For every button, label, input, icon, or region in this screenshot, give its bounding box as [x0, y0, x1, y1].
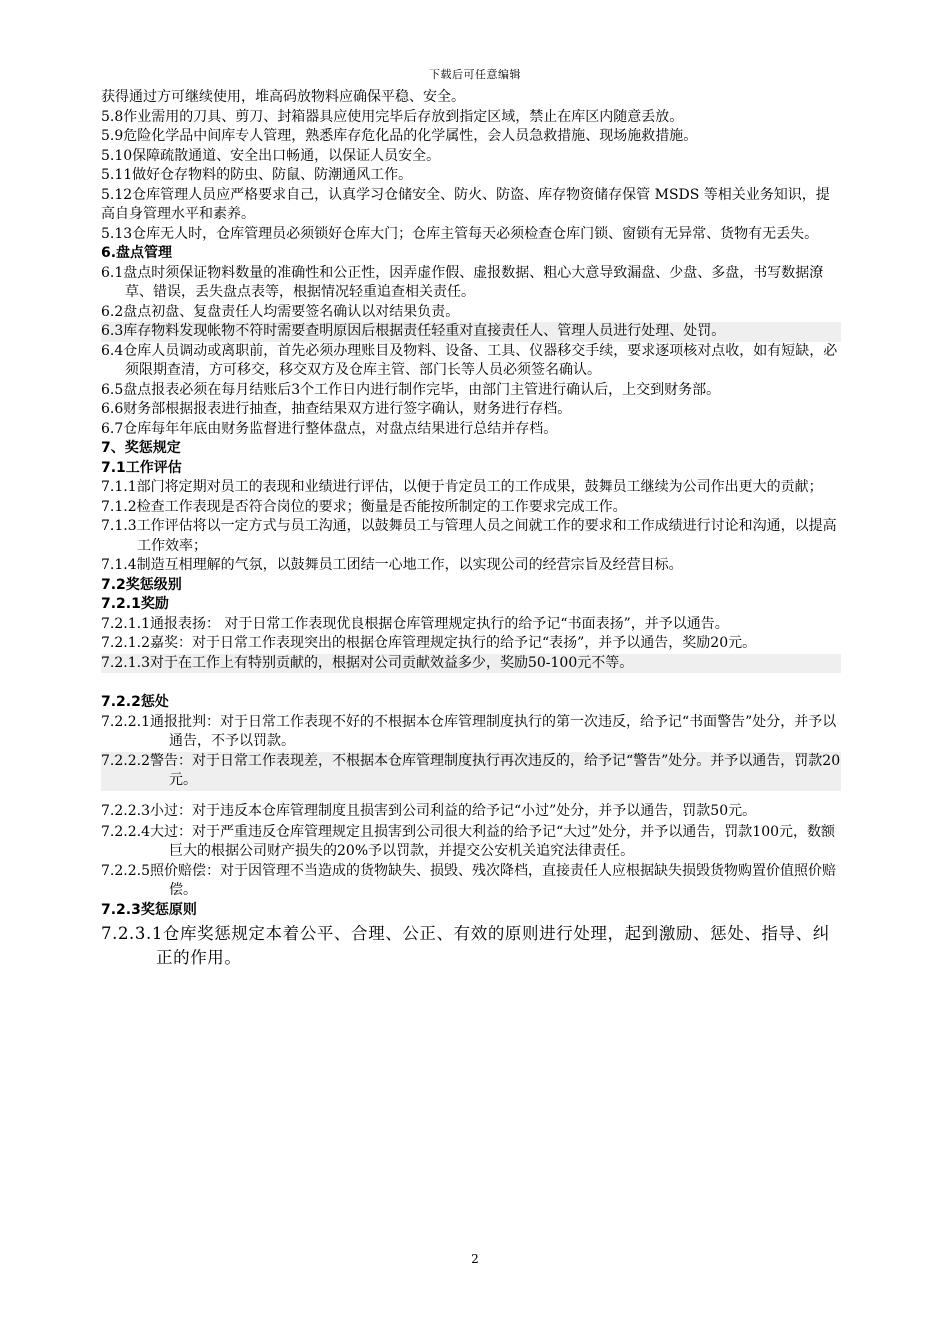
paragraph-7-1-4: 7.1.4制造互相理解的气氛，以鼓舞员工团结一心地工作，以实现公司的经营宗旨及经营目标。	[101, 557, 683, 573]
page-header: 下载后可任意编辑	[429, 68, 521, 81]
paragraph-6-2: 6.2盘点初盘、复盘责任人均需要签名确认以对结果负责。	[101, 303, 460, 320]
paragraph-5-9: 5.9危险化学品中间库专人管理，熟悉库存危化品的化学属性，会人员急救措施、现场施救措施。	[101, 128, 698, 144]
section-heading-7-2-3: 7.2.3奖惩原则	[101, 901, 197, 918]
paragraph-5-13: 5.13仓库无人时，仓库管理员必须锁好仓库大门；仓库主管每天必须检查仓库门锁、窗锁有无异常、货物有无丢失。	[101, 225, 819, 242]
spacer	[101, 791, 841, 799]
paragraph-6-5: 6.5盘点报表必须在每月结账后3个工作日内进行制作完毕，由部门主管进行确认后，上交到财务部。	[101, 381, 721, 398]
paragraph-5-10: 5.10保障疏散通道、安全出口畅通，以保证人员安全。	[101, 147, 441, 164]
paragraph-7-2-1-3: 7.2.1.3对于在工作上有特别贡献的，根据对公司贡献效益多少，奖励50-100元不等。	[101, 654, 841, 674]
paragraph-7-2-2-3: 7.2.2.3小过：对于违反本仓库管理制度且损害到公司利益的给予记“小过”处分，并予以通告，罚款50元。	[101, 802, 757, 819]
section-heading-7-1: 7.1工作评估	[101, 459, 182, 476]
paragraph-6-3: 6.3库存物料发现帐物不符时需要查明原因后根据责任轻重对直接责任人、管理人员进行处理、处罚。	[101, 322, 841, 342]
page-number: 2	[471, 1252, 479, 1266]
paragraph-5-8: 5.8作业需用的刀具、剪刀、封箱器具应使用完毕后存放到指定区域，禁止在库区内随意丢放。	[101, 108, 684, 125]
paragraph-5-12: 5.12仓库管理人员应严格要求自己，认真学习仓储安全、防火、防盗、库存物资储存保管 MSDS 等相关业务知识，提高自身管理水平和素养。	[101, 186, 830, 222]
paragraph-7-2-2-4: 7.2.2.4大过：对于严重违反仓库管理规定且损害到公司很大利益的给予记“大过”处分，并予以通告，罚款100元，数额巨大的根据公司财产损失的20%予以罚款，并提交公安机关追究法律责任。	[101, 823, 836, 859]
paragraph-5-7-continued: 获得通过方可继续使用，堆高码放物料应确保平稳、安全。	[101, 89, 465, 105]
section-heading-7-2-1: 7.2.1奖励	[101, 596, 169, 612]
paragraph-7-2-2-5: 7.2.2.5照价赔偿：对于因管理不当造成的货物缺失、损毁、残次降档，直接责任人应根据缺失损毁货物购置价值照价赔偿。	[101, 862, 836, 898]
paragraph-5-11: 5.11做好仓存物料的防虫、防鼠、防潮通风工作。	[101, 167, 413, 183]
paragraph-7-2-1-1: 7.2.1.1通报表扬： 对于日常工作表现优良根据仓库管理规定执行的给予记“书面表扬”，并予以通告。	[101, 615, 729, 632]
document-body	[101, 88, 841, 970]
paragraph-6-6: 6.6财务部根据报表进行抽查，抽查结果双方进行签字确认，财务进行存档。	[101, 401, 572, 417]
section-heading-6: 6.盘点管理	[101, 245, 173, 261]
paragraph-7-2-2-2: 7.2.2.2警告：对于日常工作表现差，不根据本仓库管理制度执行再次违反的，给予记“警告”处分。并予以通告，罚款20元。	[101, 752, 841, 791]
spacer	[101, 673, 841, 693]
section-heading-7-2-2: 7.2.2惩处	[101, 694, 169, 710]
paragraph-7-2-2-1: 7.2.2.1通报批判：对于日常工作表现不好的不根据本仓库管理制度执行的第一次违反，给予记“书面警告”处分，并予以通告，不予以罚款。	[101, 713, 837, 749]
section-heading-7-2: 7.2奖惩级别	[101, 576, 182, 593]
paragraph-7-1-2: 7.1.2检查工作表现是否符合岗位的要求；衡量是否能按所制定的工作要求完成工作。	[101, 498, 627, 515]
paragraph-7-2-3-1: 7.2.3.1仓库奖惩规定本着公平、合理、公正、有效的原则进行处理，起到激励、惩处、指导、纠正的作用。	[101, 924, 830, 967]
paragraph-7-1-3: 7.1.3工作评估将以一定方式与员工沟通，以鼓舞员工与管理人员之间就工作的要求和工作成绩进行讨论和沟通，以提高工作效率；	[101, 518, 837, 554]
paragraph-7-1-1: 7.1.1部门将定期对员工的表现和业绩进行评估，以便于肯定员工的工作成果，鼓舞员工继续为公司作出更大的贡献；	[101, 479, 823, 495]
paragraph-6-7: 6.7仓库每年年底由财务监督进行整体盘点，对盘点结果进行总结并存档。	[101, 420, 558, 437]
section-heading-7: 7、奖惩规定	[101, 440, 181, 456]
paragraph-7-2-1-2: 7.2.1.2嘉奖：对于日常工作表现突出的根据仓库管理规定执行的给予记“表扬”，并予以通告，奖励20元。	[101, 635, 757, 651]
paragraph-6-4: 6.4仓库人员调动或离职前，首先必须办理账目及物料、设备、工具、仪器移交手续，要求逐项核对点收，如有短缺，必须限期查清，方可移交，移交双方及仓库主管、部门长等人员必须签名确认。	[101, 342, 838, 378]
paragraph-6-1: 6.1盘点时须保证物料数量的准确性和公正性，因弄虚作假、虚报数据、粗心大意导致漏盘、少盘、多盘，书写数据潦草、错误，丢失盘点表等，根据情况轻重追查相关责任。	[101, 264, 824, 300]
